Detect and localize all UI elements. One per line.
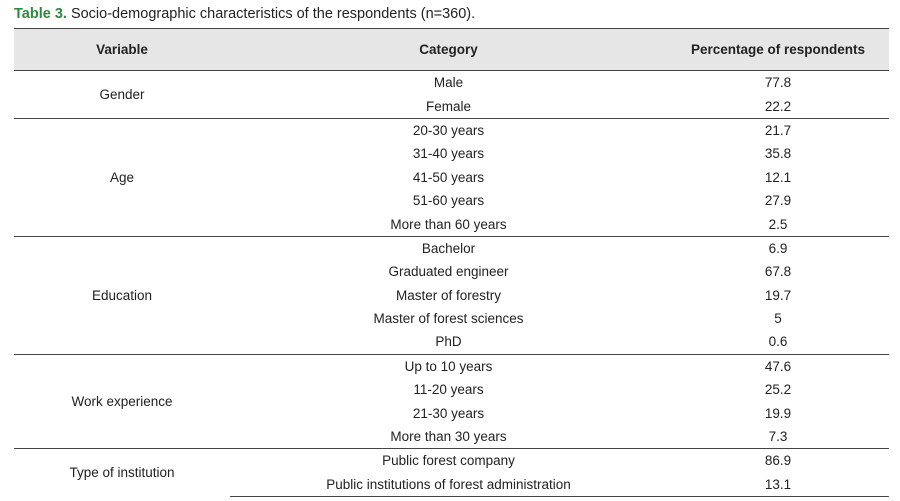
percentage-cell: 86.9 <box>667 449 889 473</box>
variable-cell: Type of institution <box>14 449 230 497</box>
header-row <box>14 29 889 71</box>
category-cell: Master of forest sciences <box>373 311 524 327</box>
variable-cell: Age <box>14 118 230 236</box>
percentage-cell: 0.6 <box>768 334 788 350</box>
table-title: Socio-demographic characteristics of the respondents (n=360). <box>66 6 476 22</box>
category-cell: Up to 10 years <box>230 354 667 378</box>
category-cell: Bachelor <box>230 236 667 260</box>
category-cell: 20-30 years <box>230 118 667 142</box>
variable-cell: Gender <box>14 71 230 119</box>
variable-cell: Work experience <box>14 354 230 449</box>
percentage-cell: 35.8 <box>764 146 792 162</box>
percentage-cell: 13.1 <box>667 473 889 497</box>
table-caption <box>14 6 475 22</box>
percentage-cell: 47.6 <box>667 354 889 378</box>
variable-cell: Education <box>14 236 230 354</box>
category-cell: 11-20 years <box>413 382 484 398</box>
percentage-cell: 5 <box>774 311 782 327</box>
category-cell: Female <box>425 98 471 114</box>
category-cell: 51-60 years <box>412 193 485 209</box>
percentage-cell: 67.8 <box>764 264 792 280</box>
percentage-cell: 22.2 <box>764 98 792 114</box>
header-category: Category <box>230 29 667 71</box>
category-cell: 41-50 years <box>412 169 485 185</box>
category-cell: Public forest company <box>230 449 667 473</box>
demographics-table <box>14 28 889 497</box>
percentage-cell: 21.7 <box>667 118 889 142</box>
category-cell: PhD <box>435 334 462 350</box>
percentage-cell: 6.9 <box>667 236 889 260</box>
category-cell: 21-30 years <box>412 405 485 421</box>
category-cell: More than 60 years <box>390 216 507 232</box>
category-cell: Master of forestry <box>395 287 502 303</box>
table-row <box>14 236 889 260</box>
percentage-cell: 19.9 <box>764 405 792 421</box>
category-cell: More than 30 years <box>390 429 507 445</box>
percentage-cell: 77.8 <box>667 71 889 95</box>
table-row <box>14 449 889 473</box>
category-cell: Male <box>230 71 667 95</box>
table-row <box>14 118 889 142</box>
percentage-cell: 27.9 <box>764 193 792 209</box>
header-percentage: Percentage of respondents <box>667 29 889 71</box>
percentage-cell: 25.2 <box>764 382 792 398</box>
table-row <box>14 71 889 95</box>
percentage-cell: 7.3 <box>768 429 788 445</box>
category-cell: Public institutions of forest administration <box>230 473 667 497</box>
category-cell: Graduated engineer <box>388 264 509 280</box>
percentage-cell: 19.7 <box>764 287 792 303</box>
percentage-cell: 2.5 <box>768 216 788 232</box>
table-label: Table 3. <box>14 6 67 22</box>
percentage-cell: 12.1 <box>764 169 792 185</box>
category-cell: 31-40 years <box>412 146 485 162</box>
table-row <box>14 354 889 378</box>
header-variable: Variable <box>14 29 230 71</box>
